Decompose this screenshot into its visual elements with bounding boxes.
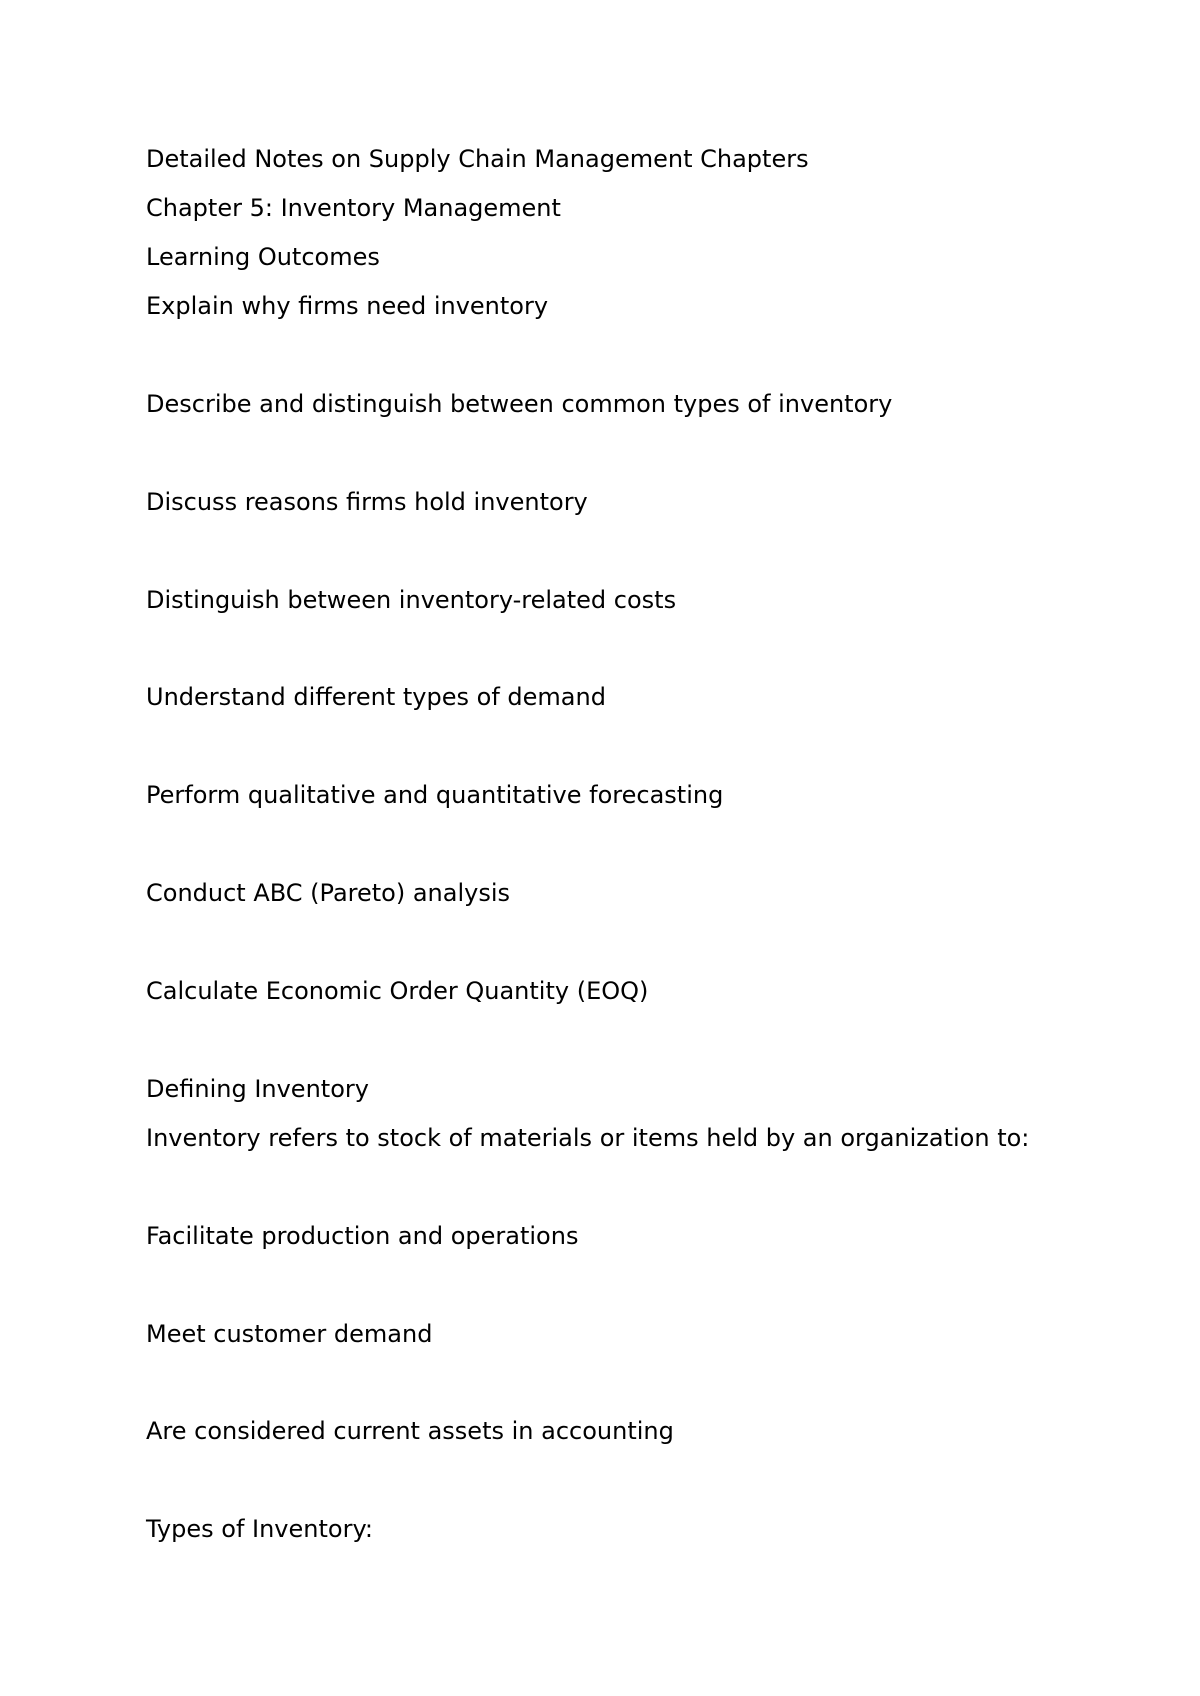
defining-inventory-point: Are considered current assets in accounting xyxy=(146,1417,674,1445)
learning-outcome-item: Describe and distinguish between common types of inventory xyxy=(146,390,893,418)
learning-outcome-item: Explain why firms need inventory xyxy=(146,292,549,320)
defining-inventory-point: Meet customer demand xyxy=(146,1320,433,1348)
learning-outcome-item: Understand different types of demand xyxy=(146,683,606,711)
learning-outcome-item: Distinguish between inventory-related costs xyxy=(146,586,677,614)
defining-inventory-intro: Inventory refers to stock of materials or items held by an organization to: xyxy=(146,1124,1030,1152)
defining-inventory-point: Facilitate production and operations xyxy=(146,1222,579,1250)
types-of-inventory-heading: Types of Inventory: xyxy=(146,1515,373,1543)
defining-inventory-heading: Defining Inventory xyxy=(146,1075,369,1103)
learning-outcome-item: Perform qualitative and quantitative forecasting xyxy=(146,781,724,809)
learning-outcomes-heading: Learning Outcomes xyxy=(146,243,380,271)
document-title: Detailed Notes on Supply Chain Management Chapters xyxy=(146,145,809,173)
learning-outcome-item: Discuss reasons firms hold inventory xyxy=(146,488,588,516)
chapter-heading: Chapter 5: Inventory Management xyxy=(146,194,561,222)
learning-outcome-item: Conduct ABC (Pareto) analysis xyxy=(146,879,511,907)
learning-outcome-item: Calculate Economic Order Quantity (EOQ) xyxy=(146,977,649,1005)
